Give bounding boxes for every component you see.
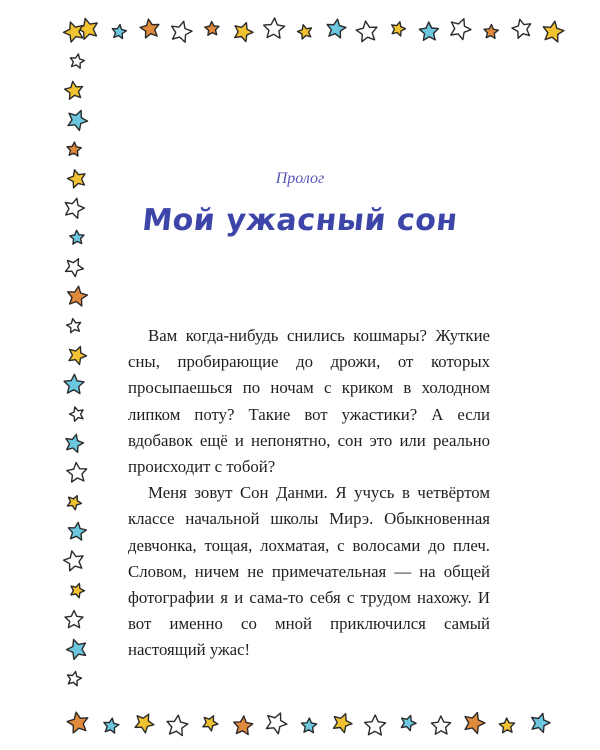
star-icon <box>112 25 126 39</box>
star-icon <box>234 716 253 735</box>
star-icon <box>451 19 471 40</box>
star-icon <box>203 716 218 731</box>
star-icon <box>512 19 531 38</box>
star-icon <box>67 319 81 333</box>
star-icon <box>68 111 88 131</box>
star-icon <box>392 22 406 36</box>
star-icon <box>365 715 386 735</box>
star-icon <box>70 54 84 68</box>
star-icon <box>499 718 514 733</box>
star-icon <box>67 463 87 483</box>
star-icon <box>543 21 564 42</box>
star-icon <box>401 716 416 731</box>
star-icon <box>65 81 83 99</box>
star-icon <box>172 21 192 42</box>
star-icon <box>64 551 84 571</box>
star-icon <box>64 22 83 42</box>
star-icon <box>67 712 88 733</box>
paragraph-2: Меня зовут Сон Данми. Я учусь в четвёртом классе начальной школы Мирэ. Обыкновенная девчонка, тощая, лохматая, с волосами до плеч. Словом, ничем не примечательная — на общей фотографии я и сама-то себя с трудом нахожу. И вот именно со мной приключился самый настоящий ужас! <box>128 483 490 660</box>
star-icon <box>431 716 450 734</box>
star-icon <box>64 374 84 393</box>
star-icon <box>140 19 159 38</box>
star-icon <box>68 286 88 306</box>
star-icon <box>465 713 485 734</box>
star-icon <box>264 18 285 38</box>
star-icon <box>235 23 253 42</box>
star-icon <box>66 434 84 452</box>
star-icon <box>334 714 353 733</box>
star-icon <box>302 718 317 733</box>
star-icon <box>298 25 312 39</box>
star-icon <box>68 522 86 540</box>
star-icon <box>104 718 119 733</box>
star-icon <box>70 407 84 421</box>
star-icon <box>67 640 86 660</box>
star-icon <box>135 714 154 733</box>
star-icon <box>69 347 87 365</box>
star-icon <box>167 715 188 736</box>
star-icon <box>66 259 84 277</box>
body-text <box>128 323 490 664</box>
star-icon <box>327 19 346 38</box>
star-icon <box>205 22 219 36</box>
chapter-label: Пролог <box>275 170 325 187</box>
star-icon <box>67 496 81 510</box>
star-icon <box>67 142 81 156</box>
star-icon <box>356 21 377 42</box>
star-icon <box>484 25 498 39</box>
chapter-title: Мой ужасный сон <box>140 203 460 238</box>
star-icon <box>532 713 550 732</box>
star-icon <box>267 713 287 734</box>
paragraph-1: Вам когда-нибудь снились кошмары? Жуткие сны, пробирающие до дрожи, от которых просыпаешься по ночам с криком в холодном липком поту? Такие вот ужастики? А если вдобавок ещё и непонятно, сон это или реально происходит с тобой? <box>128 326 490 477</box>
star-icon <box>68 672 82 686</box>
star-icon <box>419 22 438 40</box>
star-icon <box>71 584 85 598</box>
star-icon <box>65 611 83 628</box>
